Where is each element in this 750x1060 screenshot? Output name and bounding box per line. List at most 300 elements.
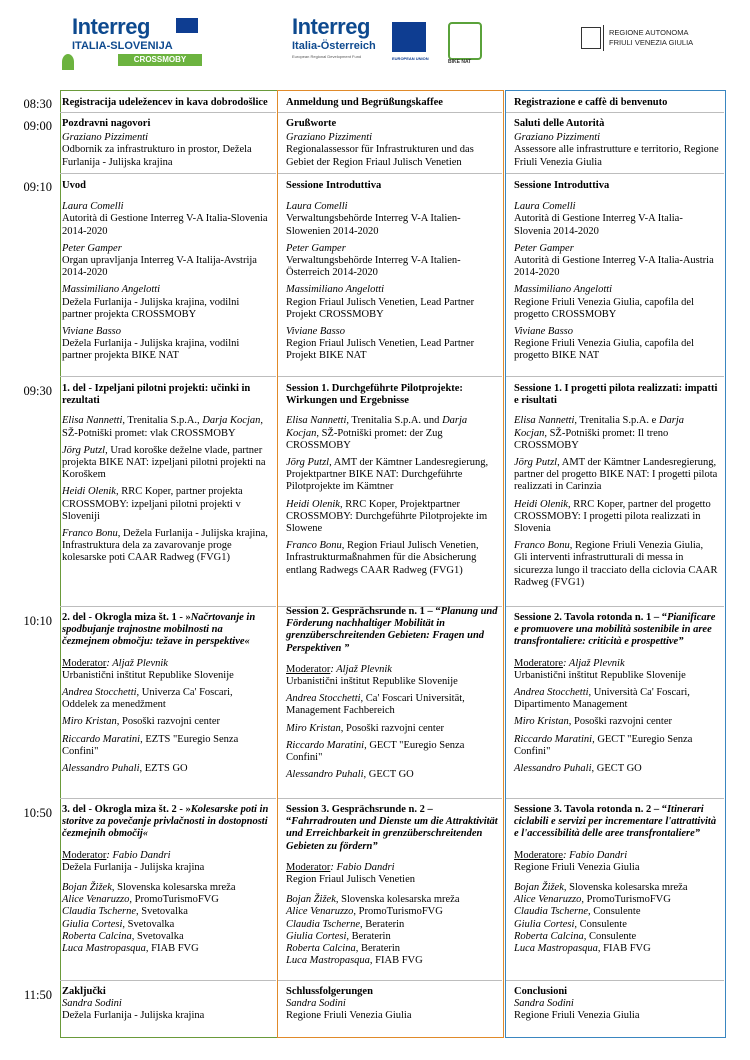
speaker-item	[62, 243, 270, 280]
speaker-role: , FIAB FVG	[145, 943, 199, 955]
speaker-item	[286, 201, 500, 238]
speaker-item	[286, 540, 500, 577]
speaker-role: , PromoTurismoFVG	[129, 894, 219, 906]
speaker-item	[62, 687, 270, 711]
speaker-item	[514, 931, 719, 943]
speaker-role: , GECT GO	[363, 769, 414, 781]
speaker-role: Region Friaul Julisch Venetien, Lead Partner Projekt CROSSMOBY	[286, 296, 475, 320]
session-3-block	[286, 804, 500, 967]
speaker-name: Peter Gamper	[514, 242, 574, 254]
speaker-role: , FIAB FVG	[597, 943, 651, 955]
session-title	[514, 804, 719, 841]
speaker-role: , Svetovalka	[122, 918, 175, 930]
session-title: 1. del - Izpeljani pilotni projekti: učinki in rezultati	[62, 383, 251, 407]
speaker-item	[62, 734, 270, 758]
bike-nat-logo	[448, 22, 482, 60]
moderator-org: Urbanistični inštitut Republike Slovenije	[62, 669, 234, 681]
session-3-block	[514, 804, 719, 955]
row-divider	[278, 798, 502, 799]
session-2-block	[286, 606, 500, 786]
speaker-item	[286, 415, 500, 452]
speaker-name: Roberta Calcina	[286, 943, 356, 955]
speaker-name: Heidi Olenik	[514, 498, 568, 510]
speaker-list	[62, 882, 270, 955]
speaker-item	[62, 326, 270, 363]
moderator-label: Moderator	[62, 657, 107, 669]
speaker-item	[62, 882, 270, 894]
speaker-item	[62, 415, 270, 439]
speaker-item	[62, 528, 270, 565]
speaker-role: , Svetovalka	[136, 906, 188, 918]
crossmoby-badge: CROSSMOBY	[118, 54, 202, 66]
speaker-name: Graziano Pizzimenti	[286, 132, 373, 144]
speaker-item	[62, 716, 270, 728]
speaker-role: , Consulente	[583, 930, 637, 942]
interreg-italia-slovenija-logo	[60, 14, 202, 76]
session-title	[62, 804, 270, 841]
moderator-label: Moderatore	[514, 849, 563, 861]
session-1-block	[62, 383, 270, 570]
session-title: Session 1. Durchgeführte Pilotprojekte: Wirkungen und Ergebnisse	[286, 383, 463, 407]
speaker-item	[514, 540, 719, 589]
speaker-item	[286, 919, 500, 931]
time-1010: 10:10	[23, 614, 52, 628]
moderator-name: : Aljaž Plevnik	[106, 657, 168, 669]
speaker-name: Viviane Basso	[62, 326, 122, 338]
moderator-name: : Aljaž Plevnik	[330, 663, 392, 675]
moderator-label: Moderator	[62, 849, 107, 861]
speaker-item	[514, 243, 719, 280]
speaker-name: Jörg Putzl	[286, 457, 330, 469]
speaker-role: , Beraterin	[346, 930, 391, 942]
speaker-role: , Dežela Furlanija - Julijska krajina, Infrastruktura dela za zavarovanje proge kolesarske poti CAAR Radweg (FVG1)	[62, 528, 268, 564]
row-divider	[506, 798, 724, 799]
speaker-role: , GECT "Euregio Senza Confini"	[286, 739, 465, 764]
region-line-2: FRIULI VENEZIA GIULIA	[609, 38, 694, 47]
conclusions-block	[62, 986, 270, 1023]
registration-title: Anmeldung und Begrüßungskaffee	[286, 97, 443, 108]
speaker-name: Claudia Tscherne	[62, 906, 136, 918]
moderator-label: Moderator	[286, 663, 331, 675]
speaker-item	[286, 894, 500, 906]
speaker-name: Graziano Pizzimenti	[514, 132, 601, 144]
speaker-role: Region Friaul Julisch Venetien, Lead Partner Projekt BIKE NAT	[286, 338, 475, 362]
speaker-role: , Trenitalia S.p.A.,	[122, 415, 203, 427]
speaker-role: , SŽ-Potniški promet: vlak CROSSMOBY	[62, 415, 263, 439]
moderator-item	[514, 850, 719, 874]
speaker-role: , Consulente	[574, 918, 627, 930]
speaker-role: , Posoški razvojni center	[340, 722, 444, 734]
speaker-item	[514, 734, 719, 758]
speaker-item	[514, 894, 719, 906]
intro-block	[62, 180, 270, 368]
speaker-item	[286, 723, 500, 735]
speaker-name: Riccardo Maratini	[286, 739, 365, 751]
eu-label: EUROPEAN UNION	[392, 56, 429, 61]
registration-title: Registrazione e caffè di benvenuto	[514, 97, 668, 108]
speaker-role: Regione Friuli Venezia Giulia	[286, 1010, 412, 1022]
eu-flag-icon	[176, 18, 198, 33]
moderator-name: : Fabio Dandri	[562, 849, 628, 861]
moderator-label: Moderator	[286, 861, 331, 873]
speaker-item	[514, 763, 719, 775]
moderator-org: Dežela Furlanija - Julijska krajina	[62, 861, 205, 873]
time-1050: 10:50	[23, 806, 52, 820]
erdf-tagline: European Regional Development Fund	[292, 54, 362, 59]
row-divider	[60, 376, 276, 377]
speaker-name: Alessandro Puhali	[62, 763, 140, 775]
speaker-name: Bojan Žižek	[62, 882, 112, 894]
speaker-role: Verwaltungsbehörde Interreg V-A Italien-Österreich 2014-2020	[286, 255, 461, 279]
speaker-role: Organ upravljanja Interreg V-A Italija-Avstrija 2014-2020	[62, 255, 257, 279]
speaker-name: Peter Gamper	[62, 242, 122, 254]
speaker-name: Laura Comelli	[286, 201, 348, 213]
speaker-name: Alessandro Puhali	[514, 763, 592, 775]
speaker-list	[514, 882, 719, 955]
session-lead: 2. del - Okrogla miza št. 1 - »	[62, 612, 191, 623]
speaker-name: Claudia Tscherne	[286, 918, 360, 930]
greetings-title: Grußworte	[286, 118, 337, 129]
speaker-role: Autorità di Gestione Interreg V-A Italia-Austria 2014-2020	[514, 255, 714, 279]
speaker-name: Jörg Putzl	[514, 457, 558, 469]
speaker-role: Odbornik za infrastrukturo in prostor, Dežela Furlanija - Julijska krajina	[62, 144, 252, 168]
row-divider	[278, 980, 502, 981]
time-0910: 09:10	[23, 180, 52, 194]
time-0830: 08:30	[23, 97, 52, 111]
session-title: Sessione 1. I progetti pilota realizzati: impatti e risultati	[514, 383, 718, 407]
speaker-item	[286, 457, 500, 494]
conclusions-title: Zaključki	[62, 986, 106, 997]
speaker-name: Massimiliano Angelotti	[286, 284, 385, 296]
moderator-item	[286, 862, 500, 886]
speaker-name: Viviane Basso	[514, 326, 574, 338]
moderator-org: Urbanistični inštitut Republike Slovenije	[514, 669, 686, 681]
speaker-role: , AMT der Kämtner Landesregierung, partner del progetto BIKE NAT: I progetti pilota realizzati in Carinzia	[514, 457, 718, 493]
conclusions-block	[286, 986, 500, 1023]
eu-flag-icon	[392, 22, 426, 52]
moderator-item	[62, 850, 270, 874]
regione-fvg-logo	[581, 25, 721, 53]
speaker-name: Giulia Cortesi	[286, 930, 347, 942]
speaker-item	[62, 931, 270, 943]
speaker-role: Dežela Furlanija - Julijska krajina, vodilni partner projekta CROSSMOBY	[62, 296, 240, 320]
speaker-name: Sandra Sodini	[514, 998, 574, 1010]
speaker-item	[514, 906, 719, 918]
speaker-role: , Beraterin	[355, 943, 401, 955]
intro-title: Sessione Introduttiva	[286, 180, 382, 191]
session-topic: Načrtovanje in spodbujanje trajnostne mobilnosti na čezmejnem območju: težave in perspektive«	[62, 612, 256, 648]
speaker-item	[62, 486, 270, 523]
speaker-item	[62, 906, 270, 918]
speaker-name: Andrea Stocchetti	[514, 687, 589, 699]
conclusions-block	[514, 986, 719, 1023]
speaker-role: , SŽ-Potniški promet: der Zug CROSSMOBY	[286, 427, 443, 451]
speaker-item	[62, 943, 270, 955]
conclusions-title: Schlussfolgerungen	[286, 986, 373, 997]
speaker-name: Graziano Pizzimenti	[62, 132, 149, 144]
time-0930: 09:30	[23, 384, 52, 398]
speaker-name: Miro Kristan	[514, 716, 569, 728]
moderator-name: : Aljaž Plevnik	[562, 657, 625, 669]
session-lead: Session 3. Gesprächsrunde n. 2 – “	[286, 804, 433, 828]
speaker-item	[286, 906, 500, 918]
speaker-name: Laura Comelli	[514, 201, 576, 213]
registration-title: Registracija udeležencev in kava dobrodošlice	[62, 97, 268, 108]
speaker-item	[286, 693, 500, 717]
speaker-name: Miro Kristan	[286, 722, 341, 734]
time-0900: 09:00	[23, 119, 52, 133]
speaker-role: , Regione Friuli Venezia Giulia, Gli interventi infrastrutturali di messa in sicurezza lungo il tracciato della ciclovia CAAR Radweg (FVG1)	[514, 540, 718, 588]
speaker-name: Alice Venaruzzo	[514, 894, 582, 906]
row-divider	[506, 173, 724, 174]
row-divider	[60, 173, 276, 174]
speaker-item	[514, 919, 719, 931]
header-logos	[0, 0, 750, 80]
session-topic: Pianificare e promuovere una mobilità sostenibile in aree transfrontaliere: criticità e prospettive”	[514, 612, 716, 648]
session-lead: 3. del - Okrogla miza št. 2 - »	[62, 804, 191, 815]
speaker-item	[514, 284, 719, 321]
row-divider	[278, 376, 502, 377]
row-divider	[60, 798, 276, 799]
speaker-item	[62, 919, 270, 931]
session-title	[62, 612, 270, 649]
speaker-name: Giulia Cortesi	[62, 918, 123, 930]
speaker-role: , SŽ-Potniški promet: Il treno CROSSMOBY	[514, 427, 669, 451]
moderator-org: Regione Friuli Venezia Giulia	[514, 861, 640, 873]
session-1-block	[286, 383, 500, 582]
speaker-name: Riccardo Maratini	[62, 733, 141, 745]
speaker-role: , Trenitalia S.p.A. und	[346, 415, 443, 427]
moderator-name: : Fabio Dandri	[106, 849, 171, 861]
row-divider	[60, 112, 276, 113]
speaker-item	[286, 769, 500, 781]
speaker-role: , GECT "Euregio Senza Confini"	[514, 733, 693, 757]
divider	[603, 25, 604, 51]
speaker-name: Massimiliano Angelotti	[62, 284, 161, 296]
speaker-item	[514, 457, 719, 494]
moderator-item	[514, 658, 719, 682]
speaker-item	[514, 687, 719, 711]
session-topic: Planung und Förderung nachhaltiger Mobilität in grenzüberschreitenden Gebieten: Fragen und Perspektiven ”	[286, 606, 498, 654]
speaker-role: , RRC Koper, partner del progetto CROSSMOBY: I progetti pilota realizzati in Slovenia	[514, 498, 711, 535]
row-divider	[506, 606, 724, 607]
moderator-item	[62, 658, 270, 682]
session-2-block	[62, 612, 270, 780]
programme-name: ITALIA-SLOVENIJA	[72, 40, 173, 52]
speaker-name: Viviane Basso	[286, 326, 346, 338]
interreg-wordmark: Interreg	[292, 14, 370, 39]
intro-title: Sessione Introduttiva	[514, 180, 610, 191]
moderator-org: Region Friaul Julisch Venetien	[286, 874, 415, 886]
speaker-item	[286, 499, 500, 536]
speaker-name: Laura Comelli	[62, 201, 124, 213]
speaker-name: Jörg Putzl	[62, 444, 106, 456]
speaker-item	[62, 763, 270, 775]
speaker-role: , Slovenska kolesarska mreža	[335, 894, 460, 906]
speaker-item	[286, 931, 500, 943]
speaker-name: Franco Bonu	[286, 540, 342, 552]
speaker-role: , GECT GO	[591, 763, 642, 775]
speaker-name: Roberta Calcina	[62, 930, 132, 942]
speaker-item	[62, 445, 270, 482]
intro-block	[286, 180, 500, 368]
speaker-name: Alice Venaruzzo	[286, 906, 354, 918]
programme-name: Italia-Österreich	[292, 40, 376, 52]
interreg-italia-osterreich-logo	[288, 14, 486, 80]
speaker-name: Claudia Tscherne	[514, 906, 588, 918]
speaker-name: Massimiliano Angelotti	[514, 284, 613, 296]
moderator-name: : Fabio Dandri	[330, 861, 395, 873]
speaker-item	[286, 943, 500, 955]
speaker-name: Sandra Sodini	[286, 998, 346, 1010]
speaker-name: Luca Mastropasqua	[62, 943, 146, 955]
greetings-title: Saluti delle Autorità	[514, 118, 605, 129]
speaker-name: Elisa Nannetti	[62, 415, 123, 427]
speaker-role: Regione Friuli Venezia Giulia, capofila del progetto BIKE NAT	[514, 338, 695, 362]
speaker-name: Bojan Žižek	[514, 882, 564, 894]
speaker-name: Riccardo Maratini	[514, 733, 593, 745]
interreg-wordmark: Interreg	[72, 14, 150, 39]
row-divider	[506, 376, 724, 377]
session-title	[286, 606, 500, 655]
greetings-block	[286, 118, 500, 169]
session-1-block	[514, 383, 719, 594]
session-2-block	[514, 612, 719, 780]
speaker-role: , Univerza Ca' Foscari, Oddelek za menedžment	[62, 687, 233, 711]
speaker-role: , AMT der Kämtner Landesregierung, Projektpartner BIKE NAT: Durchgeführte Pilotprojekte im Kämtner	[286, 457, 489, 493]
speaker-role: , Slovenska kolesarska mreža	[111, 882, 236, 894]
speaker-name: Elisa Nannetti	[514, 415, 575, 427]
session-topic: Fahrradrouten und Dienste um die Attraktivität und Erreichbarkeit in grenzüberschreitenden Gebieten zu fördern”	[286, 816, 498, 852]
speaker-role: , Trenitalia S.p.A. e	[574, 415, 659, 427]
speaker-name: Giulia Cortesi	[514, 918, 575, 930]
speaker-item	[514, 882, 719, 894]
speaker-name: Bojan Žižek	[286, 894, 336, 906]
speaker-role: , Beraterin	[360, 918, 405, 930]
speaker-item	[62, 284, 270, 321]
time-1150: 11:50	[23, 988, 52, 1002]
speaker-name: Franco Bonu	[514, 540, 570, 552]
session-topic: Kolesarske poti in storitve za povečanje privlačnosti in dostopnosti čezmejnih območij«	[62, 804, 269, 840]
speaker-item	[514, 499, 719, 536]
speaker-item	[286, 955, 500, 967]
session-3-block	[62, 804, 270, 955]
row-divider	[60, 606, 276, 607]
speaker-role: Verwaltungsbehörde Interreg V-A Italien-Slowenien 2014-2020	[286, 213, 461, 237]
speaker-name: Peter Gamper	[286, 242, 346, 254]
row-divider	[506, 112, 724, 113]
greetings-block	[62, 118, 270, 169]
speaker-role: Regionalassessor für Infrastrukturen und das Gebiet der Region Friaul Julisch Venetien	[286, 144, 474, 168]
speaker-role: , PromoTurismoFVG	[353, 906, 443, 918]
speaker-role: Regione Friuli Venezia Giulia, capofila del progetto CROSSMOBY	[514, 296, 695, 320]
speaker-role: Dežela Furlanija - Julijska krajina, vodilni partner projekta BIKE NAT	[62, 338, 240, 362]
speaker-name: Luca Mastropasqua	[514, 943, 598, 955]
intro-title: Uvod	[62, 180, 86, 191]
eagle-emblem-icon	[581, 27, 601, 49]
speaker-role: , EZTS "Euregio Senza Confini"	[62, 733, 239, 757]
speaker-name: Andrea Stocchetti	[286, 693, 361, 705]
session-topic: Itinerari ciclabili e servizi per incrementare l'attrattività e l'accessibilità delle aree transfrontaliere”	[514, 804, 717, 840]
moderator-item	[286, 664, 500, 688]
conclusions-title: Conclusioni	[514, 986, 568, 997]
intro-block	[514, 180, 719, 368]
speaker-name: Heidi Olenik	[62, 486, 116, 498]
speaker-item	[514, 943, 719, 955]
speaker-role: Autorità di Gestione Interreg V-A Italia-Slovenia 2014-2020	[514, 213, 683, 237]
speaker-item	[286, 284, 500, 321]
speaker-name: Darja Kocjan	[514, 415, 685, 439]
speaker-role: , Consulente	[588, 906, 641, 918]
speaker-role: Assessore alle infrastrutture e territorio, Regione Friuli Venezia Giulia	[514, 144, 719, 168]
moderator-org: Urbanistični inštitut Republike Slovenije	[286, 676, 458, 688]
speaker-role: , Università Ca' Foscari, Dipartimento Management	[514, 687, 690, 711]
speaker-name: Darja Kocjan	[286, 415, 468, 439]
speaker-role: Autorità di Gestione Interreg V-A Italia-Slovenia 2014-2020	[62, 213, 268, 237]
region-line-1: REGIONE AUTONOMA	[609, 28, 689, 37]
speaker-role: , RRC Koper, partner projekta CROSSMOBY: izpeljani pilotni projekti v Sloveniji	[62, 486, 243, 522]
speaker-item	[514, 326, 719, 363]
speaker-item	[62, 201, 270, 238]
speaker-item	[286, 243, 500, 280]
speaker-role: , Posoški razvojni center	[116, 716, 220, 728]
speaker-name: Franco Bonu	[62, 528, 118, 540]
moderator-label: Moderatore	[514, 657, 563, 669]
speaker-role: , Posoški razvojni center	[568, 716, 672, 728]
speaker-name: Darja Kocjan	[202, 415, 261, 427]
speaker-item	[62, 894, 270, 906]
speaker-name: Miro Kristan	[62, 716, 117, 728]
speaker-role: , Urad koroške deželne vlade, partner projekta BIKE NAT: izpeljani pilotni projekti na Koroškem	[62, 444, 266, 481]
speaker-role: , Svetovalka	[131, 930, 184, 942]
greetings-title: Pozdravni nagovori	[62, 118, 151, 129]
leaf-icon	[62, 54, 74, 70]
speaker-role: , RRC Koper, Projektpartner CROSSMOBY: Durchgeführte Pilotprojekte im Slowene	[286, 498, 488, 535]
speaker-name: Elisa Nannetti	[286, 415, 347, 427]
speaker-role: , Slovenska kolesarska mreža	[563, 882, 688, 894]
speaker-item	[286, 740, 500, 764]
bike-nat-label: BIKE NAT	[448, 59, 472, 65]
speaker-name: Andrea Stocchetti	[62, 687, 137, 699]
speaker-role: Regione Friuli Venezia Giulia	[514, 1010, 640, 1022]
row-divider	[278, 112, 502, 113]
row-divider	[60, 980, 276, 981]
row-divider	[506, 980, 724, 981]
speaker-name: Alice Venaruzzo	[62, 894, 130, 906]
row-divider	[278, 173, 502, 174]
speaker-item	[514, 201, 719, 238]
speaker-name: Heidi Olenik	[286, 498, 340, 510]
speaker-role: , PromoTurismoFVG	[581, 894, 671, 906]
session-lead: Session 2. Gesprächsrunde n. 1 – “	[286, 606, 441, 617]
speaker-item	[514, 716, 719, 728]
greetings-block	[514, 118, 719, 169]
speaker-list	[286, 894, 500, 967]
speaker-role: , FIAB FVG	[369, 955, 423, 967]
speaker-item	[286, 326, 500, 363]
speaker-role: Dežela Furlanija - Julijska krajina	[62, 1010, 205, 1022]
session-lead: Sessione 2. Tavola rotonda n. 1 – “	[514, 612, 667, 623]
session-title	[286, 804, 500, 853]
session-lead: Sessione 3. Tavola rotonda n. 2 – “	[514, 804, 667, 815]
speaker-name: Roberta Calcina	[514, 930, 584, 942]
speaker-name: Sandra Sodini	[62, 998, 122, 1010]
session-title	[514, 612, 719, 649]
speaker-name: Luca Mastropasqua	[286, 955, 370, 967]
speaker-item	[514, 415, 719, 452]
speaker-role: , EZTS GO	[139, 763, 188, 775]
speaker-name: Alessandro Puhali	[286, 769, 364, 781]
